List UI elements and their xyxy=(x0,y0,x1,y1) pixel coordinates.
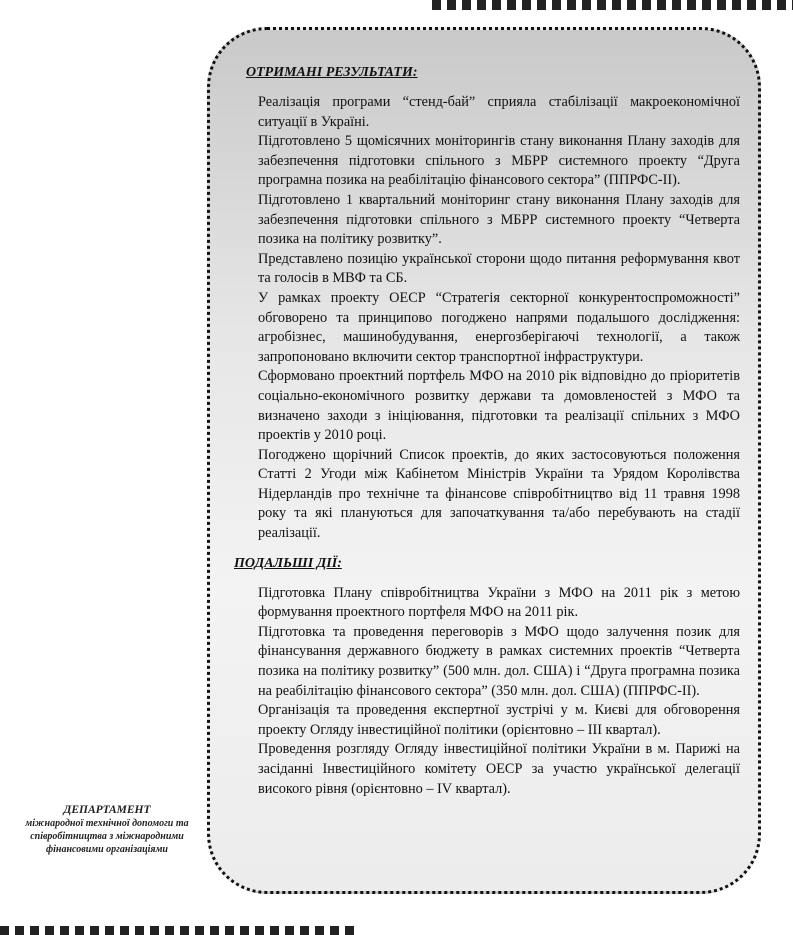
next-steps-item-4: Проведення розгляду Огляду інвестиційної політики України в м. Парижі на засіданні Інвестиційного комітету ОЕСР за участю української делегації високого рівня (орієнтовно – IV квартал). xyxy=(258,741,740,797)
results-list xyxy=(226,93,740,544)
results-item-1: Реалізація програми “стенд-бай” сприяла стабілізації макроекономічної ситуації в Україні. xyxy=(258,94,740,130)
results-item-3: Підготовлено 1 квартальний моніторинг стану виконання Плану заходів для забезпечення підготовки спільного з МБРР системного проекту “Четверта позика на політику розвитку”. xyxy=(258,191,740,248)
results-item-6: Сформовано проектний портфель МФО на 2010 рік відповідно до пріоритетів соціально-економічного розвитку держави та домовленостей з МФО та визначено заходи з ініціювання, підготовки та реалізації спільних з МФО проектів у 2010 році. xyxy=(258,368,740,444)
panel-content xyxy=(226,63,740,799)
next-steps-item-2: Підготовка та проведення переговорів з МФО щодо залучення позик для фінансування державного бюджету в рамках системних проектів “Четверта позика на політику розвитку” (500 млн. дол. США) і “Друга програмна позика на реабілітацію фінансового сектора” (350 млн. дол. США) (ППРФС-ІІ). xyxy=(258,623,740,699)
bottom-dashed-rule xyxy=(0,926,358,935)
top-dashed-rule xyxy=(432,0,793,10)
department-description: міжнародної технічної допомоги та співробітництва з міжнародними фінансовими організаціями xyxy=(25,818,189,855)
next-steps-heading: ПОДАЛЬШІ ДІЇ: xyxy=(234,555,342,571)
results-item-2: Підготовлено 5 щомісячних моніторингів стану виконання Плану заходів для забезпечення підготовки спільного з МБРР системного проекту “Друга програмна позика на реабілітацію фінансового сектора” (ППРФС-ІІ). xyxy=(258,133,740,189)
next-steps-list xyxy=(226,584,740,800)
department-caption xyxy=(14,803,200,856)
results-item-5: У рамках проекту ОЕСР “Стратегія секторної конкурентоспроможності” обговорено та принципово погоджено напрями подальшого дослідження: агробізнес, машинобудування, енергозберігаючі технології, а також запропоновано включити сектор транспортної інфраструктури. xyxy=(258,289,740,365)
next-steps-item-3: Організація та проведення експертної зустрічі у м. Києві для обговорення проекту Огляду інвестиційної політики (орієнтовно – ІІІ квартал). xyxy=(258,702,740,738)
department-title: ДЕПАРТАМЕНТ xyxy=(63,804,151,816)
next-steps-item-1: Підготовка Плану співробітництва України з МФО на 2011 рік з метою формування проектного портфеля МФО на 2011 рік. xyxy=(258,584,740,621)
results-item-4: Представлено позицію української сторони щодо питання реформування квот та голосів в МВФ та СБ. xyxy=(258,250,740,287)
results-heading: ОТРИМАНІ РЕЗУЛЬТАТИ: xyxy=(246,65,418,80)
results-item-7: Погоджено щорічний Список проектів, до яких застосовуються положення Статті 2 Угоди між Кабінетом Міністрів України та Урядом Королівства Нідерландів про технічне та фінансове співробітництво від 11 травня 1998 року та які плануються для започаткування та/або перебувають на стадії реалізації. xyxy=(258,446,740,542)
